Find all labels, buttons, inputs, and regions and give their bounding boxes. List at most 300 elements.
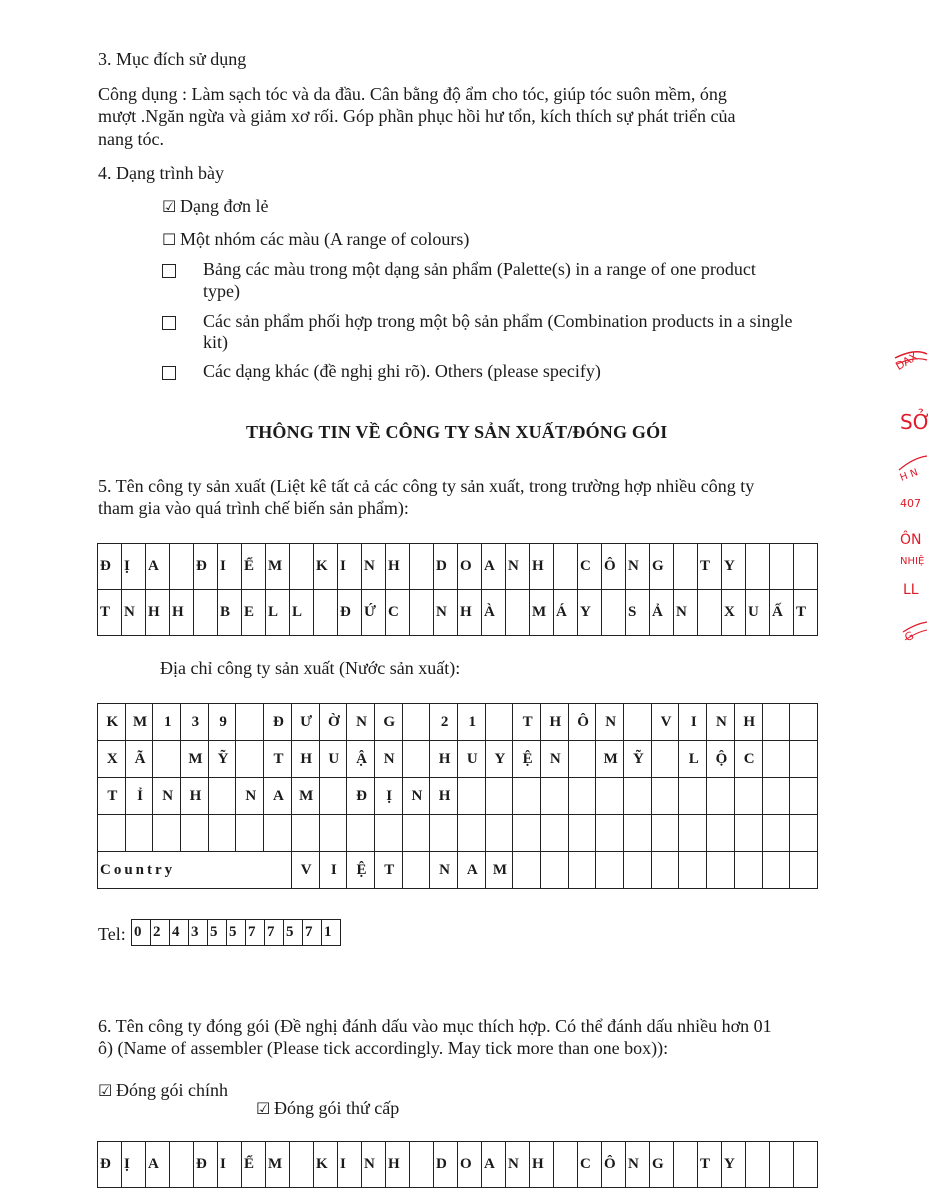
option-combination[interactable] — [162, 316, 175, 328]
section-6-line-2: ô) (Name of assembler (Please tick accordingly. May tick more than one box)): — [98, 1038, 669, 1058]
country-cell-text: Ệ — [356, 861, 367, 878]
letter-cell-text: Ứ — [364, 604, 376, 620]
letter-cell — [707, 741, 735, 778]
country-cell — [430, 852, 458, 889]
letter-cell — [434, 544, 458, 590]
letter-cell — [122, 590, 146, 636]
letter-cell — [347, 704, 375, 741]
option-single[interactable] — [162, 195, 269, 218]
letter-cell-text: L — [268, 604, 279, 620]
letter-cell — [122, 1142, 146, 1188]
letter-cell-text: N — [245, 787, 257, 804]
letter-cell-text: H — [189, 787, 202, 804]
letter-cell — [319, 741, 347, 778]
tel-digit: 7 — [248, 924, 256, 940]
letter-cell — [651, 778, 679, 815]
letter-cell — [430, 741, 458, 778]
letter-cell-text: Ỹ — [632, 750, 644, 767]
letter-cell — [770, 590, 794, 636]
address-label: Địa chỉ công ty sản xuất (Nước sản xuất): — [160, 658, 461, 678]
letter-cell — [242, 1142, 266, 1188]
letter-cell — [568, 815, 596, 852]
section-5-line-1: 5. Tên công ty sản xuất (Liệt kê tất cả các công ty sản xuất, trong trường hợp nhiều công ty — [98, 476, 755, 496]
letter-cell — [482, 544, 506, 590]
letter-cell-text: N — [436, 604, 447, 620]
letter-cell — [242, 544, 266, 590]
letter-cell — [362, 590, 386, 636]
letter-cell-text: Y — [494, 750, 506, 767]
letter-cell — [374, 778, 402, 815]
letter-cell-text: D — [436, 558, 447, 574]
letter-cell — [170, 544, 194, 590]
letter-cell-text: K — [316, 558, 328, 574]
letter-cell-text: A — [484, 1156, 495, 1172]
checked-box-icon[interactable]: ☑ — [98, 1081, 113, 1100]
letter-cell-text: V — [660, 713, 672, 730]
letter-cell-text: Đ — [273, 713, 284, 730]
letter-cell — [734, 704, 762, 741]
letter-cell — [722, 590, 746, 636]
letter-cell-text: N — [162, 787, 174, 804]
tel-digit: 0 — [134, 924, 142, 940]
letter-cell — [698, 590, 722, 636]
letter-cell-text: Ư — [300, 713, 313, 730]
letter-cell — [762, 704, 790, 741]
country-label-text: Country — [100, 861, 176, 878]
letter-cell-text: T — [273, 750, 284, 767]
letter-cell-text: À — [484, 604, 495, 620]
letter-cell — [170, 590, 194, 636]
letter-cell-text: X — [106, 750, 118, 767]
option-label: Bảng các màu trong một dạng sản phẩm (Palette(s) in a range of one product — [203, 259, 756, 279]
letter-cell-text: H — [300, 750, 312, 767]
letter-cell-text: O — [460, 558, 472, 574]
letter-cell — [596, 704, 624, 741]
country-cell — [790, 852, 818, 889]
letter-cell-text: M — [268, 1156, 283, 1172]
letter-cell — [746, 1142, 770, 1188]
letter-cell-text: Ỉ — [137, 787, 143, 804]
letter-cell — [707, 815, 735, 852]
manufacturer-name-grid — [97, 543, 818, 636]
letter-cell — [734, 741, 762, 778]
letter-cell-text: H — [743, 713, 755, 730]
letter-cell — [541, 704, 569, 741]
tel-digit-cell — [303, 920, 322, 946]
letter-cell — [596, 778, 624, 815]
letter-cell-text: D — [436, 1156, 447, 1172]
letter-cell — [482, 590, 506, 636]
address-row — [98, 741, 818, 778]
letter-cell — [602, 1142, 626, 1188]
letter-cell — [125, 704, 153, 741]
empty-box-icon[interactable] — [162, 316, 176, 330]
letter-cell-text: Y — [724, 1156, 735, 1172]
letter-cell — [122, 544, 146, 590]
letter-cell — [554, 1142, 578, 1188]
tel-digit: 4 — [172, 924, 180, 940]
letter-cell-text: H — [172, 604, 184, 620]
secondary-packing-label: Đóng gói thứ cấp — [274, 1098, 400, 1118]
primary-packing-option[interactable] — [98, 1079, 228, 1102]
letter-cell-text: U — [328, 750, 340, 767]
tel-digit-cell — [189, 920, 208, 946]
letter-cell — [374, 704, 402, 741]
empty-box-icon[interactable] — [162, 366, 176, 380]
country-cell — [624, 852, 652, 889]
letter-cell-text: G — [383, 713, 396, 730]
checked-box-icon[interactable]: ☑ — [162, 197, 177, 216]
letter-cell-text: G — [652, 558, 664, 574]
letter-cell-text: T — [796, 604, 807, 620]
letter-cell — [626, 590, 650, 636]
letter-cell-text: N — [605, 713, 617, 730]
letter-cell-text: Ô — [604, 558, 616, 574]
tel-digit-cell — [208, 920, 227, 946]
letter-cell — [578, 544, 602, 590]
letter-cell-text: M — [268, 558, 283, 574]
option-others[interactable] — [162, 366, 175, 378]
stamp-fragment: G — [902, 628, 916, 645]
letter-cell-text: H — [532, 1156, 544, 1172]
option-label: Các sản phẩm phối hợp trong một bộ sản phẩm (Combination products in a single — [203, 311, 793, 331]
usage-line-1: Công dụng : Làm sạch tóc và da đầu. Cân bằng độ ẩm cho tóc, giúp tóc suôn mềm, óng — [98, 84, 727, 104]
tel-digits-grid — [131, 919, 341, 946]
country-cell — [596, 852, 624, 889]
letter-cell — [458, 1142, 482, 1188]
letter-cell-text: Ã — [134, 750, 146, 767]
letter-cell-text: I — [220, 558, 226, 574]
country-cell — [568, 852, 596, 889]
letter-cell-text: T — [700, 1156, 711, 1172]
option-label-cont: type) — [203, 281, 240, 301]
letter-cell-text: Ệ — [522, 750, 533, 767]
letter-cell — [402, 741, 430, 778]
letter-cell-text: H — [148, 604, 160, 620]
country-cell-text: A — [466, 861, 478, 878]
letter-cell-text: Ờ — [328, 713, 340, 730]
letter-cell — [679, 741, 707, 778]
letter-cell — [242, 590, 266, 636]
letter-cell — [98, 544, 122, 590]
letter-cell — [568, 778, 596, 815]
letter-cell — [568, 704, 596, 741]
tel-digit: 2 — [153, 924, 161, 940]
country-cell — [402, 852, 430, 889]
letter-cell — [430, 778, 458, 815]
letter-cell — [125, 815, 153, 852]
usage-line-3: nang tóc. — [98, 129, 164, 149]
letter-cell — [762, 741, 790, 778]
letter-cell — [651, 815, 679, 852]
letter-cell-text: U — [466, 750, 478, 767]
letter-cell — [338, 1142, 362, 1188]
letter-cell-text: M — [603, 750, 618, 767]
letter-cell-text: K — [106, 713, 119, 730]
letter-cell — [674, 590, 698, 636]
letter-cell — [264, 704, 292, 741]
letter-cell — [530, 590, 554, 636]
tel-label: Tel: — [98, 924, 126, 944]
letter-cell — [674, 544, 698, 590]
letter-cell-text: 3 — [191, 713, 200, 730]
letter-cell — [347, 815, 375, 852]
letter-cell — [790, 778, 818, 815]
letter-cell — [291, 741, 319, 778]
letter-cell — [624, 815, 652, 852]
letter-cell-text: H — [388, 558, 400, 574]
tel-digit-cell — [170, 920, 189, 946]
letter-cell-text: Ị — [386, 787, 393, 804]
stamp-fragment: H N — [898, 467, 920, 484]
letter-cell — [338, 590, 362, 636]
letter-cell-text: Đ — [100, 558, 111, 574]
letter-cell — [794, 1142, 818, 1188]
letter-cell — [506, 544, 530, 590]
country-cell — [291, 852, 319, 889]
section-4-heading: 4. Dạng trình bày — [98, 163, 224, 183]
country-cell — [319, 852, 347, 889]
letter-cell — [513, 704, 541, 741]
letter-cell — [402, 815, 430, 852]
option-label: Các dạng khác (đề nghị ghi rõ). Others (please specify) — [203, 361, 601, 381]
letter-cell-text: 1 — [468, 713, 477, 730]
letter-cell-text: T — [700, 558, 711, 574]
company-info-heading: THÔNG TIN VỀ CÔNG TY SẢN XUẤT/ĐÓNG GÓI — [246, 422, 668, 442]
letter-cell — [770, 544, 794, 590]
stamp-fragment: NHIỆ — [900, 556, 925, 567]
letter-cell-text: Đ — [196, 1156, 207, 1172]
letter-cell — [264, 741, 292, 778]
letter-cell — [602, 590, 626, 636]
usage-line-2: mượt .Ngăn ngừa và giảm xơ rối. Góp phần phục hồi hư tổn, kích thích sự phát triển của — [98, 106, 736, 126]
tel-digit: 1 — [324, 924, 332, 940]
letter-cell — [434, 590, 458, 636]
stamp-fragment: ÔN — [900, 532, 922, 548]
letter-cell — [530, 1142, 554, 1188]
letter-cell — [125, 741, 153, 778]
letter-cell — [386, 590, 410, 636]
tel-digit-cell — [132, 920, 151, 946]
letter-cell — [266, 1142, 290, 1188]
letter-cell-text: H — [460, 604, 472, 620]
letter-cell — [218, 590, 242, 636]
checked-box-icon[interactable]: ☑ — [256, 1099, 271, 1118]
address-row — [98, 815, 818, 852]
letter-cell — [98, 741, 126, 778]
letter-cell-text: L — [292, 604, 303, 620]
letter-cell-text: N — [508, 1156, 519, 1172]
letter-cell — [208, 704, 236, 741]
letter-cell — [794, 590, 818, 636]
letter-cell-text: Ả — [652, 604, 663, 620]
letter-cell — [513, 778, 541, 815]
letter-cell-text: 9 — [219, 713, 227, 730]
option-colour-range[interactable] — [162, 228, 469, 251]
letter-cell — [578, 1142, 602, 1188]
country-cell — [457, 852, 485, 889]
letter-cell — [578, 590, 602, 636]
letter-cell — [707, 704, 735, 741]
country-row — [98, 852, 818, 889]
address-row — [98, 704, 818, 741]
tel-digit-cell — [322, 920, 341, 946]
letter-cell-text: H — [388, 1156, 400, 1172]
letter-cell — [457, 778, 485, 815]
country-cell-text: N — [439, 861, 451, 878]
stamp-arc — [893, 340, 927, 670]
letter-cell — [746, 544, 770, 590]
letter-cell — [319, 704, 347, 741]
letter-cell-text: Ị — [124, 1156, 130, 1172]
empty-box-icon[interactable] — [162, 264, 176, 278]
letter-cell-text: I — [340, 558, 346, 574]
letter-cell — [626, 544, 650, 590]
letter-cell-text: A — [273, 787, 284, 804]
letter-cell-text: H — [438, 787, 451, 804]
country-cell — [651, 852, 679, 889]
tel-digit: 3 — [191, 924, 199, 940]
tel-digit: 7 — [305, 924, 313, 940]
letter-cell — [386, 544, 410, 590]
letter-cell — [236, 778, 264, 815]
letter-cell — [541, 741, 569, 778]
letter-cell — [319, 778, 347, 815]
letter-cell — [722, 1142, 746, 1188]
letter-cell — [181, 741, 209, 778]
letter-cell-text: E — [244, 604, 255, 620]
letter-cell-text: X — [724, 604, 735, 620]
letter-cell — [624, 778, 652, 815]
letter-cell — [290, 1142, 314, 1188]
tel-digit-cell — [227, 920, 246, 946]
stamp-fragment: SỞ — [900, 410, 931, 434]
letter-cell — [596, 741, 624, 778]
letter-cell — [374, 741, 402, 778]
tel-digit-cell — [284, 920, 303, 946]
letter-cell — [146, 1142, 170, 1188]
letter-cell-text: Y — [580, 604, 591, 620]
letter-cell-text: I — [220, 1156, 226, 1172]
letter-cell-text: Ể — [244, 558, 255, 574]
letter-cell-text: T — [100, 604, 111, 620]
letter-cell-text: A — [484, 558, 495, 574]
letter-cell-text: N — [716, 713, 727, 730]
letter-cell — [554, 590, 578, 636]
letter-cell-text: A — [148, 558, 159, 574]
tel-digit: 5 — [210, 924, 218, 940]
letter-cell-text: I — [690, 713, 697, 730]
empty-box-icon[interactable]: ☐ — [162, 230, 177, 249]
letter-cell — [362, 544, 386, 590]
option-label-cont: kit) — [203, 332, 228, 352]
letter-cell — [770, 1142, 794, 1188]
section-5-line-2: tham gia vào quá trình chế biến sản phẩm): — [98, 498, 409, 518]
letter-cell — [506, 1142, 530, 1188]
letter-cell — [554, 544, 578, 590]
country-label — [98, 852, 292, 889]
letter-cell — [146, 590, 170, 636]
letter-cell — [485, 815, 513, 852]
letter-cell — [506, 590, 530, 636]
letter-cell — [698, 544, 722, 590]
letter-cell-text: C — [743, 750, 755, 767]
stamp-fragment: LL — [903, 582, 919, 598]
stamp-fragment: 407 — [900, 497, 921, 510]
letter-cell — [98, 590, 122, 636]
letter-cell-text: Y — [724, 558, 735, 574]
section-6-line-1: 6. Tên công ty đóng gói (Đề nghị đánh dấu vào mục thích hợp. Có thể đánh dấu nhiều hơn 01 — [98, 1016, 772, 1036]
option-palette[interactable] — [162, 264, 175, 276]
country-cell — [485, 852, 513, 889]
letter-cell — [430, 815, 458, 852]
letter-cell-text: Á — [556, 604, 567, 620]
address-row — [98, 778, 818, 815]
letter-cell-text: T — [522, 713, 533, 730]
letter-cell-text: N — [364, 1156, 375, 1172]
letter-cell — [650, 1142, 674, 1188]
secondary-packing-option[interactable] — [256, 1097, 399, 1120]
assembler-name-grid — [97, 1141, 818, 1188]
letter-cell-text: M — [132, 713, 148, 730]
letter-cell — [266, 590, 290, 636]
letter-cell — [374, 815, 402, 852]
letter-cell-text: N — [549, 750, 561, 767]
letter-cell — [707, 778, 735, 815]
letter-cell — [674, 1142, 698, 1188]
country-cell-text: M — [492, 861, 508, 878]
letter-cell-text: N — [628, 1156, 639, 1172]
section-3-heading: 3. Mục đích sử dụng — [98, 49, 247, 69]
letter-cell — [153, 741, 181, 778]
letter-cell-text: Ộ — [715, 750, 728, 767]
option-label: Một nhóm các màu (A range of colours) — [180, 229, 470, 249]
letter-cell — [458, 544, 482, 590]
letter-cell — [530, 544, 554, 590]
letter-cell — [170, 1142, 194, 1188]
letter-cell-text: C — [580, 1156, 591, 1172]
letter-cell — [402, 704, 430, 741]
letter-cell — [98, 704, 126, 741]
letter-cell — [146, 544, 170, 590]
manufacturer-address-grid — [97, 703, 818, 889]
tel-digit-cell — [265, 920, 284, 946]
letter-cell-text: T — [107, 787, 118, 804]
grid-row — [98, 544, 818, 590]
letter-cell — [650, 544, 674, 590]
letter-cell — [264, 815, 292, 852]
letter-cell-text: N — [628, 558, 639, 574]
letter-cell — [314, 544, 338, 590]
letter-cell — [458, 590, 482, 636]
letter-cell-text: Ị — [124, 558, 130, 574]
tel-digit: 7 — [267, 924, 275, 940]
letter-cell-text: N — [508, 558, 519, 574]
tel-digit-cell — [246, 920, 265, 946]
letter-cell — [626, 1142, 650, 1188]
letter-cell-text: Ậ — [356, 750, 367, 767]
letter-cell — [624, 704, 652, 741]
letter-cell-text: Ấ — [772, 604, 783, 620]
letter-cell — [125, 778, 153, 815]
country-cell-text: V — [300, 861, 312, 878]
letter-cell-text: C — [388, 604, 399, 620]
letter-cell-text: M — [299, 787, 314, 804]
country-cell — [679, 852, 707, 889]
stamp-fragment: DAX — [893, 350, 921, 373]
letter-cell — [698, 1142, 722, 1188]
letter-cell — [290, 590, 314, 636]
